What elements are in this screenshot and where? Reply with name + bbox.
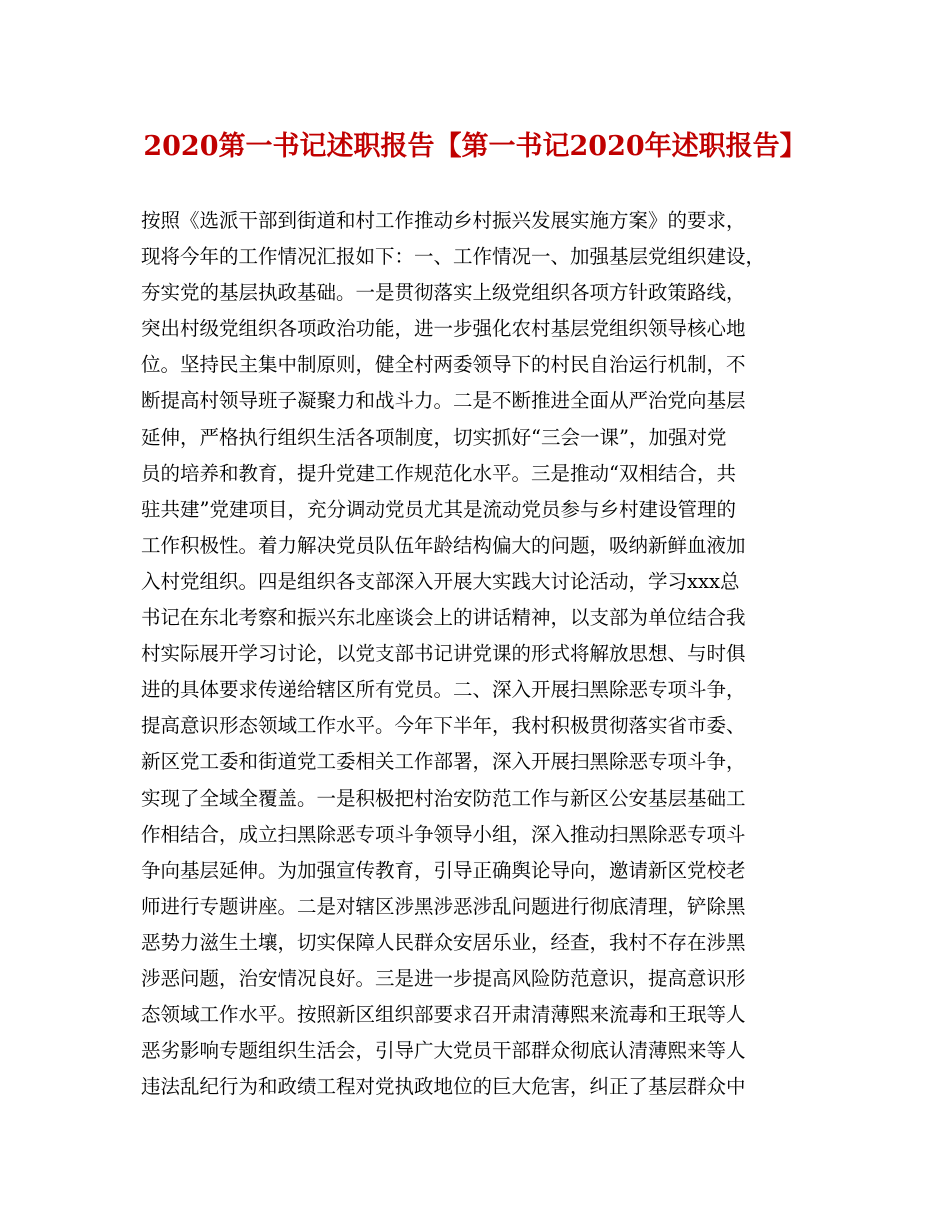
body-text-line: 新区党工委和街道党工委相关工作部署，深入开展扫黑除恶专项斗争， (141, 750, 746, 774)
body-text-line: 违法乱纪行为和政绩工程对党执政地位的巨大危害，纠正了基层群众中 (141, 1075, 746, 1099)
body-text-line: 争向基层延伸。为加强宣传教育，引导正确舆论导向，邀请新区党校老 (141, 858, 746, 882)
body-text-line: 涉恶问题，治安情况良好。三是进一步提高风险防范意识，提高意识形 (141, 966, 746, 990)
body-text-line: 实现了全域全覆盖。一是积极把村治安防范工作与新区公安基层基础工 (141, 786, 746, 810)
body-text-line: 进的具体要求传递给辖区所有党员。二、深入开展扫黑除恶专项斗争， (141, 678, 746, 702)
body-text-line: 驻共建”党建项目，充分调动党员尤其是流动党员参与乡村建设管理的 (141, 497, 736, 521)
body-text-line: 恶劣影响专题组织生活会，引导广大党员干部群众彻底认清薄熙来等人 (141, 1039, 746, 1063)
body-text-line: 位。坚持民主集中制原则，健全村两委领导下的村民自治运行机制，不 (141, 353, 746, 377)
body-text-line: 员的培养和教育，提升党建工作规范化水平。三是推动“双相结合，共 (141, 461, 736, 485)
body-text-line: 恶势力滋生土壤，切实保障人民群众安居乐业，经查，我村不存在涉黑 (141, 930, 746, 954)
body-text-line: 现将今年的工作情况汇报如下：一、工作情况一、加强基层党组织建设， (141, 245, 766, 269)
body-text-line: 按照《选派干部到街道和村工作推动乡村振兴发展实施方案》的要求， (141, 209, 746, 232)
body-text-line: 突出村级党组织各项政治功能，进一步强化农村基层党组织领导核心地 (141, 317, 746, 341)
body-text-line: 村实际展开学习讨论，以党支部书记讲党课的形式将解放思想、与时俱 (141, 642, 746, 666)
document-body (141, 203, 831, 1105)
body-text-line: 作相结合，成立扫黑除恶专项斗争领导小组，深入推动扫黑除恶专项斗 (141, 822, 746, 846)
body-text-line: 书记在东北考察和振兴东北座谈会上的讲话精神，以支部为单位结合我 (141, 606, 746, 630)
body-text-line: 提高意识形态领域工作水平。今年下半年，我村积极贯彻落实省市委、 (141, 714, 746, 738)
body-text-line: 夯实党的基层执政基础。一是贯彻落实上级党组织各项方针政策路线， (141, 281, 746, 305)
document-title: 2020第一书记述职报告【第一书记2020年述职报告】 (143, 131, 807, 162)
body-text-line: 态领域工作水平。按照新区组织部要求召开肃清薄熙来流毒和王珉等人 (141, 1003, 746, 1027)
body-text-line: 师进行专题讲座。二是对辖区涉黑涉恶涉乱问题进行彻底清理，铲除黑 (141, 894, 746, 918)
body-text-line: 断提高村领导班子凝聚力和战斗力。二是不断推进全面从严治党向基层 (141, 389, 746, 413)
body-text-line: 工作积极性。着力解决党员队伍年龄结构偏大的问题，吸纳新鲜血液加 (141, 533, 746, 557)
body-text-line: 延伸，严格执行组织生活各项制度，切实抓好“三会一课”，加强对党 (141, 425, 727, 449)
body-text-line: 入村党组织。四是组织各支部深入开展大实践大讨论活动，学习xxx总 (141, 569, 740, 593)
